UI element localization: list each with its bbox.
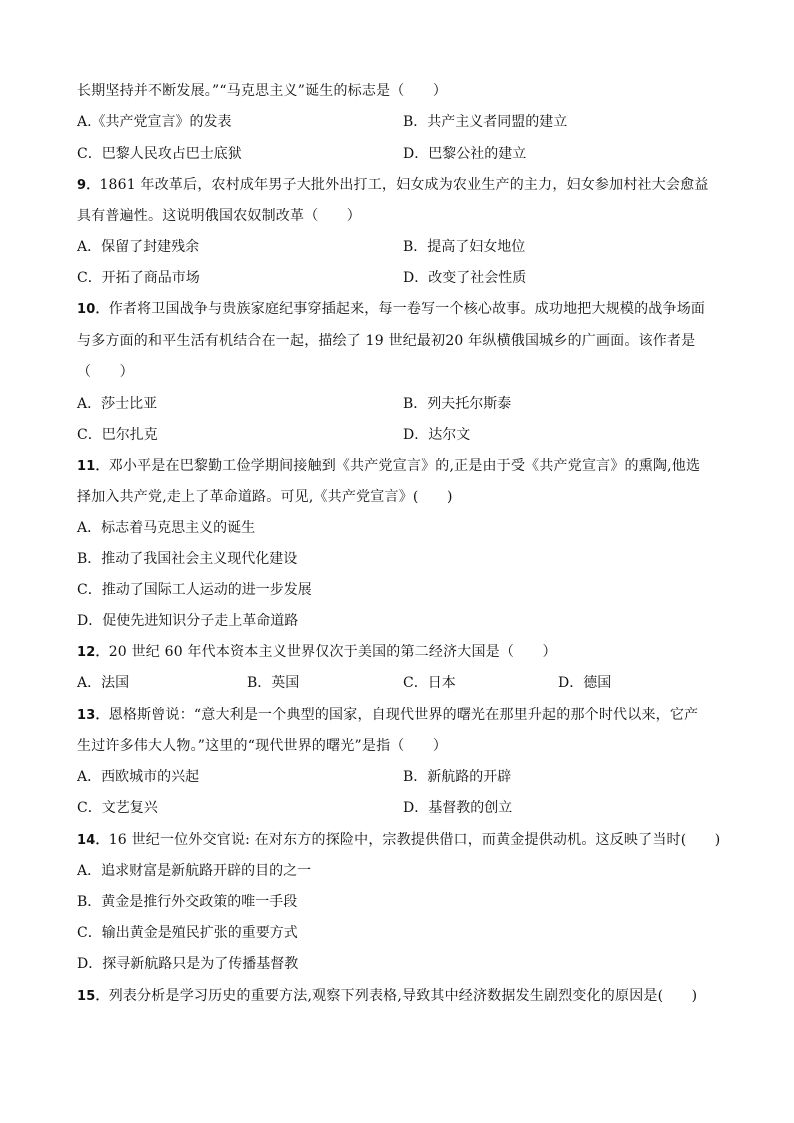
option-d[interactable]: D．促使先进知识分子走上革命道路 [77, 613, 299, 629]
option-c[interactable]: C．输出黄金是殖民扩张的重要方式 [77, 925, 298, 941]
option-c[interactable]: C．巴尔扎克 [77, 427, 158, 443]
question-13-line-2: 生过许多伟大人物。”这里的“现代世界的曙光”是指（ ） [77, 738, 448, 754]
question-text: 16 世纪一位外交官说: 在对东方的探险中，宗教提供借口，而黄金提供动机。这反映了当时( ) [108, 832, 721, 848]
option-a[interactable]: A．西欧城市的兴起 [77, 769, 200, 785]
option-c[interactable]: C．开拓了商品市场 [77, 270, 200, 286]
option-a[interactable]: A．标志着马克思主义的诞生 [77, 520, 256, 536]
question-11-line-2: 择加入共产党,走上了革命道路。可见,《共产党宣言》( ) [77, 489, 453, 505]
question-11-line-1 [77, 455, 727, 477]
question-text: 作者将卫国战争与贵族家庭纪事穿插起来，每一卷写一个核心故事。成功地把大规模的战争场面 [108, 301, 706, 317]
question-10-line-1 [77, 298, 727, 320]
question-text: 20 世纪 60 年代本资本主义世界仅次于美国的第二经济大国是（ ） [108, 644, 557, 660]
question-9-line-2: 具有普遍性。这说明俄国农奴制改革（ ） [77, 208, 361, 224]
option-d[interactable]: D．达尔文 [403, 427, 471, 443]
option-b[interactable]: B．共产主义者同盟的建立 [403, 114, 568, 130]
question-number: 15． [77, 989, 109, 1004]
question-text: 1861 年改革后，农村成年男子大批外出打工，妇女成为农业生产的主力，妇女参加村社大会愈益 [99, 177, 709, 193]
question-9-line-1 [77, 174, 727, 196]
option-c[interactable]: C．文艺复兴 [77, 800, 158, 816]
option-b[interactable]: B．提高了妇女地位 [403, 239, 526, 255]
question-12-line-1 [77, 641, 727, 663]
option-b[interactable]: B．英国 [247, 675, 300, 691]
question-text: 恩格斯曾说：“意大利是一个典型的国家，自现代世界的曙光在那里升起的那个时代以来，它产 [108, 707, 699, 723]
option-b[interactable]: B．黄金是推行外交政策的唯一手段 [77, 894, 298, 910]
option-a[interactable]: A．追求财富是新航路开辟的目的之一 [77, 863, 312, 879]
question-10-line-2: 与多方面的和平生活有机结合在一起，描绘了 19 世纪最初20 年纵横俄国城乡的广画面。该作者是 [77, 333, 696, 349]
option-d[interactable]: D．改变了社会性质 [403, 270, 527, 286]
option-c[interactable]: C．日本 [403, 675, 456, 691]
question-10-line-3: （ ） [77, 364, 134, 380]
option-b[interactable]: B．新航路的开辟 [403, 769, 512, 785]
option-d[interactable]: D．德国 [558, 675, 612, 691]
option-a[interactable]: A.《共产党宣言》的发表 [77, 114, 232, 130]
option-b[interactable]: B．推动了我国社会主义现代化建设 [77, 551, 298, 567]
question-text: 邓小平是在巴黎勤工俭学期间接触到《共产党宣言》的,正是由于受《共产党宣言》的熏陶,他选 [108, 458, 701, 474]
option-b[interactable]: B．列夫托尔斯泰 [403, 396, 512, 412]
question-number: 10． [77, 302, 109, 317]
question-13-line-1 [77, 704, 727, 726]
question-number: 13． [77, 708, 109, 723]
option-a[interactable]: A．法国 [77, 675, 130, 691]
option-d[interactable]: D．巴黎公社的建立 [403, 146, 527, 162]
question-number: 11． [77, 459, 109, 474]
question-number: 9． [77, 178, 100, 193]
question-15-line-1 [77, 985, 727, 1007]
question-number: 14． [77, 833, 109, 848]
question-14-line-1 [77, 829, 727, 851]
question-continuation-text: 长期坚持并不断发展。”“马克思主义”诞生的标志是（ ） [77, 83, 448, 99]
option-a[interactable]: A．保留了封建残余 [77, 239, 200, 255]
option-c[interactable]: C．巴黎人民攻占巴士底狱 [77, 146, 242, 162]
option-d[interactable]: D．探寻新航路只是为了传播基督教 [77, 956, 299, 972]
question-text: 列表分析是学习历史的重要方法,观察下列表格,导致其中经济数据发生剧烈变化的原因是( ) [108, 988, 698, 1004]
question-number: 12． [77, 645, 109, 660]
option-c[interactable]: C．推动了国际工人运动的进一步发展 [77, 582, 312, 598]
option-d[interactable]: D．基督教的创立 [403, 800, 513, 816]
option-a[interactable]: A．莎士比亚 [77, 396, 158, 412]
